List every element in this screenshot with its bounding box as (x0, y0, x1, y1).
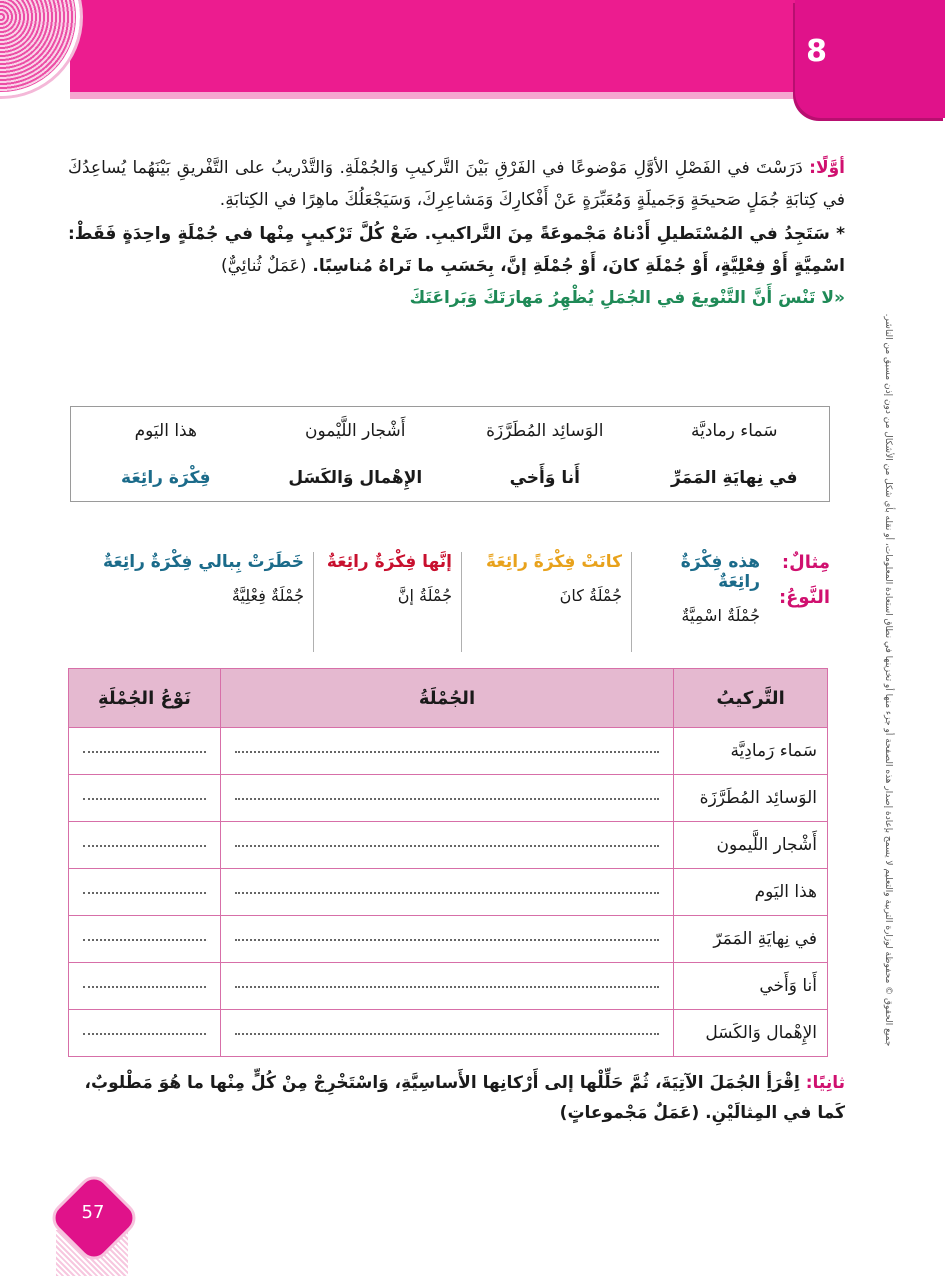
type-blank[interactable] (69, 963, 221, 1010)
example-sentence: كانَتْ فِكْرَةً رائِعَةً (485, 552, 622, 572)
example-divider (631, 552, 632, 652)
type-blank[interactable] (69, 916, 221, 963)
example-block (70, 552, 830, 652)
table-row (69, 728, 828, 775)
table-row (69, 963, 828, 1010)
page-number: 57 (81, 1202, 105, 1223)
example-sentence: خَطَرَتْ بِبالي فِكْرَةٌ رائِعَةٌ (102, 552, 304, 572)
example-divider (313, 552, 314, 652)
row-phrase: هذا اليَوم (674, 869, 828, 916)
phrase-item: سَماء رماديَّة (690, 420, 778, 441)
type-blank[interactable] (69, 775, 221, 822)
table-row (69, 775, 828, 822)
phrase-item: فِكْرَة رائِعَة (121, 467, 211, 488)
row-phrase: في نِهايَةِ المَمَرّ (674, 916, 828, 963)
row-phrase: سَماء رَمادِيَّة (674, 728, 828, 775)
intro-instructions (68, 218, 845, 282)
sentence-blank[interactable] (220, 1010, 673, 1057)
header-sentence: الجُمْلَةُ (220, 669, 673, 728)
example-sentence: إنَّها فِكْرَةٌ رائِعَةٌ (326, 552, 452, 572)
example-type: جُمْلَةُ كانَ (559, 586, 622, 605)
intro-line-2: * سَتَجِدُ في المُسْتَطيلِ أَدْناهُ مَجْموعَةً مِنَ التَّراكيبِ. ضَعْ كُلَّ تَرْكيبٍ مِنْها في جُمْلَةٍ واحِدَةٍ فَقَطْ: اسْمِيَّةٍ أَوْ فِعْلِيَّةٍ، أَوْ جُمْلَةِ كانَ، أَوْ جُمْلَةِ إنَّ، بِحَسَبِ ما تَراهُ مُناسِبًا. (68, 224, 845, 276)
phrase-item: أَنا وَأَخي (509, 467, 580, 488)
intro-hint: «لا تَنْسَ أَنَّ التَّنْويعَ في الجُمَلِ يُظْهِرُ مَهارَتَكَ وَبَراعَتَكَ (409, 288, 845, 308)
example-sentence: هذه فِكْرَةٌ رائِعَةٌ (680, 552, 760, 592)
intro-line-1: دَرَسْتَ في الفَصْلِ الأوَّلِ مَوْضوعًا في الفَرْقِ بَيْنَ التَّركيبِ وَالجُمْلَةِ. وَالتَّدْريبُ على التَّفْريقِ بَيْنَهُما يُساعِدُكَ في كِتابَةِ جُمَلٍ صَحيحَةٍ وَجَميلَةٍ وَمُعَبِّرَةٍ عَنْ أَفْكارِكَ وَمَشاعِرِكَ، وَسَيَجْعَلُكَ ماهِرًا في الكِتابَةِ. (68, 158, 845, 210)
row-phrase: الإِهْمال وَالكَسَل (674, 1010, 828, 1057)
second-tag: (عَمَلٌ مَجْموعاتٍ) (559, 1103, 700, 1123)
table-row (69, 822, 828, 869)
sentence-blank[interactable] (220, 869, 673, 916)
example-label: مِثالٌ: (781, 552, 830, 573)
example-divider (461, 552, 462, 652)
table-row (69, 869, 828, 916)
table-row (69, 916, 828, 963)
table-row (69, 1010, 828, 1057)
phrase-item: أَشْجار اللَّيْمون (305, 420, 406, 441)
type-blank[interactable] (69, 1010, 221, 1057)
example-type: جُمْلَةٌ فِعْلِيَّةٌ (231, 586, 304, 605)
phrase-item: هذا اليَوم (134, 420, 197, 441)
phrases-box (70, 406, 830, 502)
sentence-blank[interactable] (220, 963, 673, 1010)
second-label: ثانِيًا: (805, 1073, 845, 1093)
sentence-blank[interactable] (220, 728, 673, 775)
row-phrase: الوَسائِد المُطَرَّزَة (674, 775, 828, 822)
intro-line-2-tag: (عَمَلٌ ثُنائِيٌّ) (221, 256, 307, 276)
type-blank[interactable] (69, 869, 221, 916)
phrase-item: في نِهايَةِ المَمَرِّ (671, 467, 798, 488)
example-item (642, 552, 760, 652)
sentence-blank[interactable] (220, 916, 673, 963)
type-label: النَّوعُ: (778, 587, 830, 608)
phrase-item: الإِهْمال وَالكَسَل (288, 467, 423, 488)
type-blank[interactable] (69, 822, 221, 869)
intro-label: أوَّلًا: (809, 158, 845, 178)
table-header-row (69, 669, 828, 728)
example-labels (770, 552, 830, 652)
corner-decoration (0, 0, 80, 96)
type-blank[interactable] (69, 728, 221, 775)
second-text: اِقْرَأِ الجُمَلَ الآتِيَةَ، ثُمَّ حَلِّلْها إلى أَرْكانِها الأَساسِيَّةِ، وَاسْتَخْرِجْ مِنْ كُلٍّ مِنْها ما هُوَ مَطْلوبٌ، كَما في المِثالَيْنِ. (84, 1073, 845, 1123)
copyright-note: جميع الحقوق © محفوظة لوزارة التربية والتعليم لا يسمح بإعادة إصدار هذه الصفحة أو جزء منها أو تخزينها في نطاق استعادة المعلومات، أو نقله بأي شكل من الأشكال من دون إذن مسبق من الناشر. (883, 313, 893, 1047)
sentences-table (68, 668, 828, 1057)
example-item (472, 552, 622, 652)
sentence-blank[interactable] (220, 775, 673, 822)
intro-section (68, 152, 845, 314)
header-phrase: التَّركيبُ (674, 669, 828, 728)
second-section (68, 1068, 845, 1128)
lesson-number: 8 (806, 34, 827, 69)
example-type: جُمْلَةٌ اسْمِيَّةٌ (681, 606, 760, 625)
sentence-blank[interactable] (220, 822, 673, 869)
example-item (72, 552, 304, 652)
header-type: نَوْعُ الجُمْلَةِ (69, 669, 221, 728)
row-phrase: أَنا وَأَخي (674, 963, 828, 1010)
row-phrase: أَشْجار اللَّيمون (674, 822, 828, 869)
example-item (324, 552, 452, 652)
phrase-item: الوَسائِد المُطَرَّزَة (486, 420, 604, 441)
example-type: جُمْلَةُ إنَّ (397, 586, 452, 605)
